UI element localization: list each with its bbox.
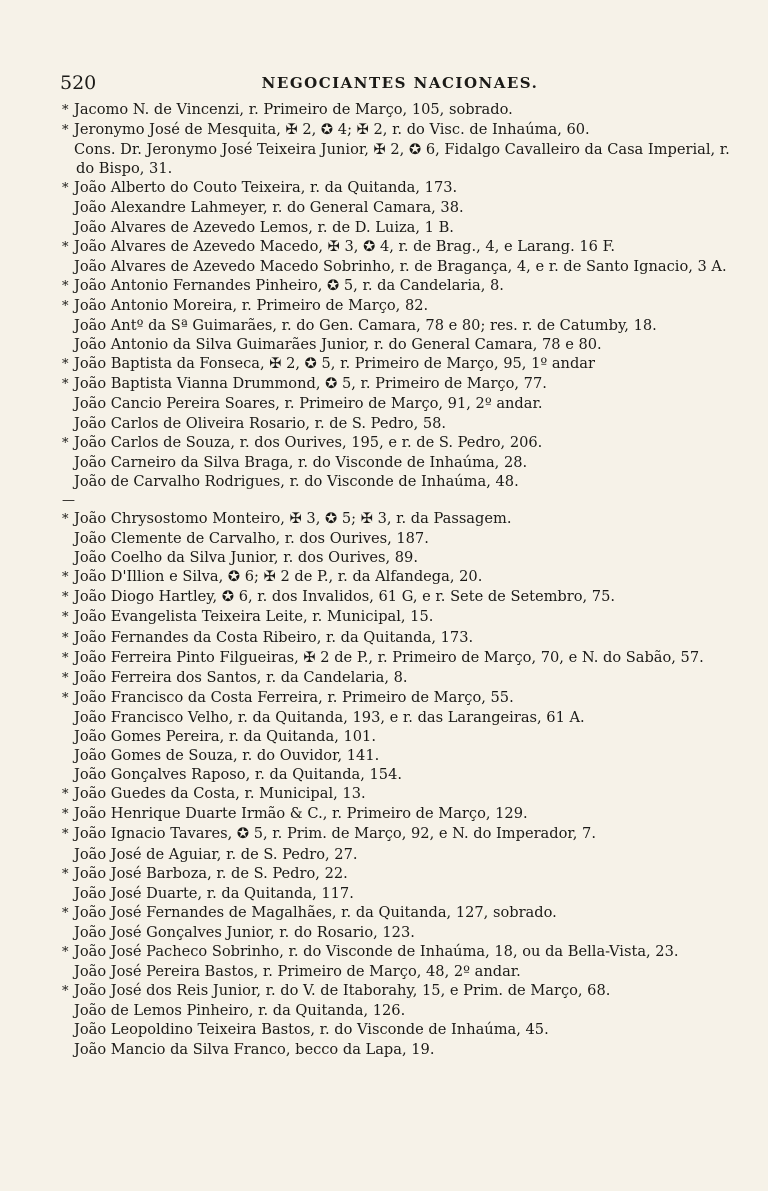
entry-text: João Baptista Vianna Drummond, ✪ 5, r. Primeiro de Março, 77.	[74, 375, 547, 393]
asterisk-marker: *	[62, 670, 69, 686]
list-item	[60, 1001, 740, 1020]
entry-text: João Chrysostomo Monteiro, ✠ 3, ✪ 5; ✠ 3, r. da Passagem.	[74, 509, 512, 527]
list-item	[60, 962, 740, 981]
list-item	[60, 296, 740, 316]
list-item	[60, 727, 740, 746]
list-item	[60, 198, 740, 217]
asterisk-marker: *	[62, 905, 69, 921]
asterisk-marker: *	[62, 630, 69, 646]
list-item	[60, 1020, 740, 1039]
entry-text: João Alvares de Azevedo Lemos, r. de D. Luiza, 1 B.	[74, 218, 454, 236]
entry-text: João Francisco da Costa Ferreira, r. Primeiro de Março, 55.	[74, 688, 514, 706]
entry-text: João Fernandes da Costa Ribeiro, r. da Quitanda, 173.	[74, 628, 474, 646]
entry-text: João Gomes de Souza, r. do Ouvidor, 141.	[74, 747, 380, 765]
list-item	[60, 864, 740, 884]
entry-text: João Carlos de Oliveira Rosario, r. de S. Pedro, 58.	[74, 414, 447, 432]
asterisk-marker: *	[62, 610, 69, 626]
list-item	[60, 824, 740, 844]
list-item	[60, 140, 740, 178]
list-item	[60, 668, 740, 688]
asterisk-marker: *	[62, 866, 69, 882]
asterisk-marker: *	[62, 945, 69, 961]
list-item	[60, 765, 740, 784]
list-item	[60, 804, 740, 824]
list-item	[60, 567, 740, 587]
entry-text: João Gomes Pereira, r. da Quitanda, 101.	[74, 728, 376, 745]
list-item	[60, 120, 740, 140]
page-header	[60, 68, 740, 96]
entry-text: João Ferreira Pinto Filgueiras, ✠ 2 de P., r. Primeiro de Março, 70, e N. do Sabão, 57.	[74, 648, 704, 666]
entry-text: João Ferreira dos Santos, r. da Candelaria, 8.	[74, 668, 408, 686]
entry-text: João Alvares de Azevedo Macedo, ✠ 3, ✪ 4, r. de Brag., 4, e Larang. 16 F.	[74, 237, 616, 255]
asterisk-marker: *	[62, 278, 69, 294]
entry-text: João D'Illion e Silva, ✪ 6; ✠ 2 de P., r. da Alfandega, 20.	[74, 568, 483, 586]
asterisk-marker: *	[62, 827, 69, 843]
asterisk-marker: *	[62, 690, 69, 706]
list-item	[60, 276, 740, 296]
entry-text: João Carneiro da Silva Braga, r. do Visconde de Inhaúma, 28.	[74, 453, 528, 471]
list-item	[60, 100, 740, 120]
entry-text: João Clemente de Carvalho, r. dos Ourives, 187.	[74, 530, 429, 548]
entry-text: João Antº da Sª Guimarães, r. do Gen. Camara, 78 e 80; res. r. de Catumby, 18.	[74, 317, 657, 335]
entry-text: João José Fernandes de Magalhães, r. da Quitanda, 127, sobrado.	[74, 903, 557, 921]
list-item	[60, 374, 740, 394]
list-item	[60, 257, 740, 276]
entry-text: João Henrique Duarte Irmão & C., r. Primeiro de Março, 129.	[74, 805, 528, 823]
entry-text: João de Carvalho Rodrigues, r. do Visconde de Inhaúma, 48.	[74, 472, 519, 490]
asterisk-marker: *	[62, 239, 69, 255]
entry-text: João José Pacheco Sobrinho, r. do Visconde de Inhaúma, 18, ou da Bella-Vista, 23.	[74, 943, 679, 961]
entry-text: João Leopoldino Teixeira Bastos, r. do Visconde de Inhaúma, 45.	[74, 1021, 549, 1039]
list-item	[60, 414, 740, 433]
list-item	[60, 178, 740, 198]
list-item	[60, 903, 740, 923]
list-item	[60, 1040, 740, 1059]
list-item	[60, 433, 740, 453]
entry-text: João Guedes da Costa, r. Municipal, 13.	[74, 785, 366, 803]
asterisk-marker: —*	[62, 492, 75, 527]
entry-text: João Alexandre Lahmeyer, r. do General Camara, 38.	[74, 199, 464, 217]
list-item	[60, 628, 740, 648]
list-item	[60, 548, 740, 567]
asterisk-marker: *	[62, 377, 69, 393]
list-item	[60, 316, 740, 335]
entry-text: João Ignacio Tavares, ✪ 5, r. Prim. de Março, 92, e N. do Imperador, 7.	[74, 825, 596, 843]
entry-text: João José de Aguiar, r. de S. Pedro, 27.	[74, 845, 358, 863]
asterisk-marker: *	[62, 123, 69, 139]
list-item	[60, 237, 740, 257]
entry-text: João Cancio Pereira Soares, r. Primeiro de Março, 91, 2º andar.	[74, 395, 543, 413]
asterisk-marker: *	[62, 650, 69, 666]
list-item	[60, 708, 740, 727]
entry-text: Cons. Dr. Jeronymo José Teixeira Junior, ✠ 2, ✪ 6, Fidalgo Cavalleiro da Casa Imperial, r. do Bispo, 31.	[74, 141, 730, 178]
list-item	[60, 472, 740, 491]
asterisk-marker: *	[62, 807, 69, 823]
entry-text: João Alberto do Couto Teixeira, r. da Quitanda, 173.	[74, 179, 458, 197]
entry-text: João José Gonçalves Junior, r. do Rosario, 123.	[74, 923, 415, 941]
asterisk-marker: *	[62, 590, 69, 606]
entry-text: João José dos Reis Junior, r. do V. de Itaborahy, 15, e Prim. de Março, 68.	[74, 982, 611, 1000]
entry-text: João Antonio da Silva Guimarães Junior, r. do General Camara, 78 e 80.	[74, 336, 602, 354]
list-item	[60, 354, 740, 374]
entry-text: João José Barboza, r. de S. Pedro, 22.	[74, 864, 348, 882]
list-item	[60, 688, 740, 708]
list-item	[60, 491, 740, 529]
asterisk-marker: *	[62, 570, 69, 586]
asterisk-marker: *	[62, 984, 69, 1000]
entry-text: João Coelho da Silva Junior, r. dos Ourives, 89.	[74, 549, 418, 567]
entry-text: Jacomo N. de Vincenzi, r. Primeiro de Março, 105, sobrado.	[74, 101, 513, 118]
list-item	[60, 529, 740, 548]
list-item	[60, 746, 740, 765]
entry-text: João José Duarte, r. da Quitanda, 117.	[74, 884, 354, 902]
page-number: 520	[60, 72, 97, 94]
list-item	[60, 587, 740, 607]
asterisk-marker: *	[62, 103, 69, 118]
entry-text: João Gonçalves Raposo, r. da Quitanda, 154.	[74, 766, 403, 784]
list-item	[60, 845, 740, 864]
entry-text: João Antonio Moreira, r. Primeiro de Março, 82.	[74, 296, 429, 314]
entry-text: João Baptista da Fonseca, ✠ 2, ✪ 5, r. Primeiro de Março, 95, 1º andar	[74, 355, 595, 373]
entry-text: João de Lemos Pinheiro, r. da Quitanda, 126.	[74, 1002, 406, 1020]
list-item	[60, 884, 740, 903]
list-item	[60, 335, 740, 354]
list-item	[60, 218, 740, 237]
entry-text: João Evangelista Teixeira Leite, r. Municipal, 15.	[74, 608, 434, 626]
list-item	[60, 607, 740, 627]
list-item	[60, 394, 740, 413]
entry-text: Jeronymo José de Mesquita, ✠ 2, ✪ 4; ✠ 2, r. do Visc. de Inhaúma, 60.	[74, 121, 590, 139]
merchant-list	[60, 100, 740, 1059]
entry-text: João Mancio da Silva Franco, becco da Lapa, 19.	[74, 1040, 435, 1058]
entry-text: João Diogo Hartley, ✪ 6, r. dos Invalidos, 61 G, e r. Sete de Setembro, 75.	[74, 588, 616, 606]
entry-text: João José Pereira Bastos, r. Primeiro de Março, 48, 2º andar.	[74, 963, 521, 981]
asterisk-marker: *	[62, 787, 69, 803]
entry-text: João Alvares de Azevedo Macedo Sobrinho, r. de Bragança, 4, e r. de Santo Ignacio, 3 A.	[74, 257, 727, 275]
list-item	[60, 942, 740, 962]
asterisk-marker: *	[62, 181, 69, 197]
asterisk-marker: *	[62, 298, 69, 314]
list-item	[60, 784, 740, 804]
list-item	[60, 648, 740, 668]
running-head: NEGOCIANTES NACIONAES.	[261, 74, 539, 92]
entry-text: João Carlos de Souza, r. dos Ourives, 195, e r. de S. Pedro, 206.	[74, 433, 543, 451]
entry-text: João Antonio Fernandes Pinheiro, ✪ 5, r. da Candelaria, 8.	[74, 276, 504, 294]
entry-text: João Francisco Velho, r. da Quitanda, 193, e r. das Larangeiras, 61 A.	[74, 708, 585, 726]
list-item	[60, 453, 740, 472]
list-item	[60, 981, 740, 1001]
asterisk-marker: *	[62, 435, 69, 451]
asterisk-marker: *	[62, 357, 69, 373]
list-item	[60, 923, 740, 942]
